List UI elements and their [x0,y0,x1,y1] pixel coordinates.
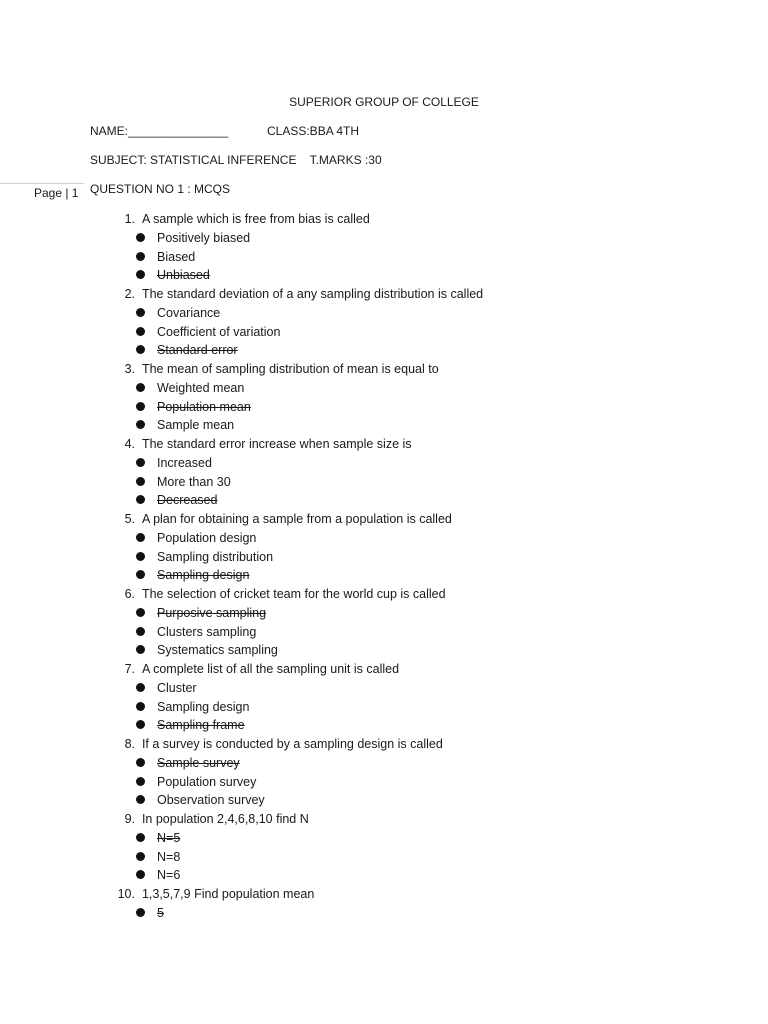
option-text: Coefficient of variation [157,324,281,339]
answer-option [112,754,712,773]
name-field-label: NAME:_______________ [90,124,229,138]
bullet-icon [136,420,145,429]
answer-option [112,473,712,492]
page-margin-rule [0,183,84,184]
selected-answer-text: Purposive sampling [157,605,267,620]
bullet-icon [136,908,145,917]
answer-option [112,679,712,698]
bullet-icon [136,777,145,786]
option-text: Population design [157,530,257,545]
bullet-icon [136,720,145,729]
question-text: If a survey is conducted by a sampling design is called [141,737,443,751]
answer-option [112,266,712,285]
question-item [112,435,712,454]
question-number: 6. [124,587,135,601]
answer-option [112,848,712,867]
bullet-icon [136,252,145,261]
question-text: A plan for obtaining a sample from a population is called [141,512,452,526]
selected-answer-text: Population mean [157,399,251,414]
question-item [112,810,712,829]
bullet-icon [136,402,145,411]
question-number: 2. [124,287,135,301]
answer-option [112,454,712,473]
bullet-icon [136,627,145,636]
option-text: Covariance [157,305,221,320]
bullet-icon [136,270,145,279]
answer-option [112,904,712,923]
bullet-icon [136,327,145,336]
answer-option [112,304,712,323]
section-heading: QUESTION NO 1 : MCQS [90,182,231,196]
question-item [112,285,712,304]
option-text: Sample mean [157,418,235,433]
question-number: 10. [117,887,135,901]
answer-option [112,866,712,885]
answer-option [112,491,712,510]
bullet-icon [136,683,145,692]
college-title: SUPERIOR GROUP OF COLLEGE [289,95,479,109]
question-item [112,510,712,529]
answer-option [112,548,712,567]
question-number: 5. [124,512,135,526]
selected-answer-text: Sampling design [157,568,250,583]
question-text: A sample which is free from bias is called [141,212,370,226]
option-text: Sampling design [157,699,250,714]
answer-option [112,716,712,735]
class-label: CLASS:BBA 4TH [267,124,360,138]
bullet-icon [136,308,145,317]
answer-option [112,773,712,792]
question-text: In population 2,4,6,8,10 find N [141,812,309,826]
bullet-icon [136,758,145,767]
question-item [112,585,712,604]
option-text: Increased [157,455,212,470]
bullet-icon [136,833,145,842]
answer-option [112,379,712,398]
selected-answer-text: 5 [157,905,164,920]
question-item [112,660,712,679]
answer-option [112,829,712,848]
question-text: The standard error increase when sample size is [141,437,412,451]
question-number: 1. [124,212,135,226]
question-item [112,210,712,229]
selected-answer-text: N=5 [157,830,181,845]
bullet-icon [136,645,145,654]
bullet-icon [136,233,145,242]
answer-option [112,698,712,717]
option-text: Clusters sampling [157,624,257,639]
question-item [112,735,712,754]
question-text: The mean of sampling distribution of mean is equal to [141,362,439,376]
option-text: More than 30 [157,474,231,489]
question-number: 9. [124,812,135,826]
selected-answer-text: Sample survey [157,755,240,770]
option-text: Positively biased [157,230,251,245]
bullet-icon [136,345,145,354]
bullet-icon [136,383,145,392]
bullet-icon [136,495,145,504]
subject-line: SUBJECT: STATISTICAL INFERENCE T.MARKS :30 [90,153,382,167]
selected-answer-text: Decreased [157,493,218,508]
answer-option [112,604,712,623]
selected-answer-text: Standard error [157,343,238,358]
question-number: 8. [124,737,135,751]
answer-option [112,229,712,248]
selected-answer-text: Unbiased [157,268,210,283]
question-item [112,885,712,904]
question-number: 3. [124,362,135,376]
option-text: Sampling distribution [157,549,274,564]
bullet-icon [136,852,145,861]
answer-option [112,529,712,548]
bullet-icon [136,552,145,561]
selected-answer-text: Sampling frame [157,718,245,733]
option-text: Population survey [157,774,257,789]
bullet-icon [136,870,145,879]
bullet-icon [136,702,145,711]
option-text: N=6 [157,868,181,883]
question-text: A complete list of all the sampling unit is called [141,662,400,676]
answer-option [112,623,712,642]
question-number: 7. [124,662,135,676]
page-number: Page | 1 [34,186,79,200]
bullet-icon [136,458,145,467]
answer-option [112,248,712,267]
answer-option [112,341,712,360]
option-text: Biased [157,249,196,264]
bullet-icon [136,795,145,804]
bullet-icon [136,533,145,542]
answer-option [112,323,712,342]
question-text: The standard deviation of a any sampling distribution is called [141,287,484,301]
bullet-icon [136,608,145,617]
answer-option [112,398,712,417]
answer-option [112,566,712,585]
question-text: The selection of cricket team for the world cup is called [141,587,446,601]
question-number: 4. [124,437,135,451]
answer-option [112,416,712,435]
question-text: 1,3,5,7,9 Find population mean [141,887,315,901]
bullet-icon [136,477,145,486]
option-text: Cluster [157,680,197,695]
option-text: Weighted mean [157,380,245,395]
answer-option [112,791,712,810]
option-text: Observation survey [157,793,265,808]
option-text: N=8 [157,849,181,864]
option-text: Systematics sampling [157,643,278,658]
answer-option [112,641,712,660]
question-item [112,360,712,379]
question-list [112,210,712,923]
bullet-icon [136,570,145,579]
